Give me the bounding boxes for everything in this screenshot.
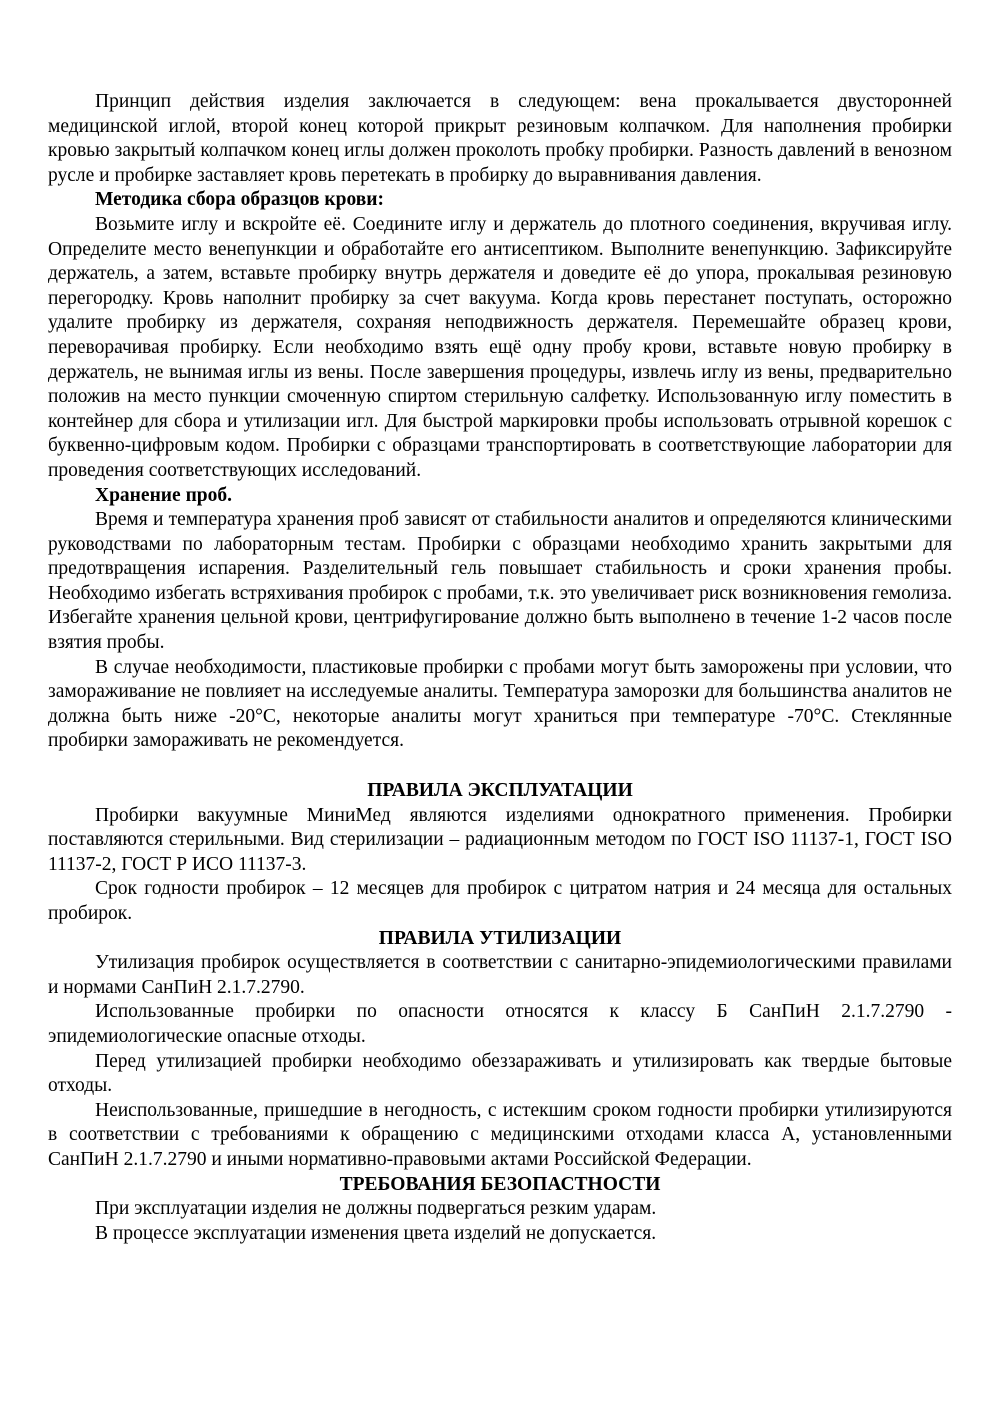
disposal-rules-paragraph-4: Неиспользованные, пришедшие в негодность, с истекшим сроком годности пробирки утилизируются в соответствии с требованиями к обращению с медицинскими отходами класса А, установленными СанПиН 2.1.7.2790 и иными нормативно-правовыми актами Российской Федерации. xyxy=(48,1099,952,1170)
safety-requirements-heading: ТРЕБОВАНИЯ БЕЗОПАСТНОСТИ xyxy=(339,1173,661,1195)
principle-paragraph: Принцип действия изделия заключается в следующем: вена прокалывается двусторонней медицинской иглой, второй конец которой прикрыт резиновым колпачком. Для наполнения пробирки кровью закрытый колпачком конец иглы должен проколоть пробку пробирки. Разность давлений в венозном русле и пробирке заставляет кровь перетекать в пробирку до выравнивания давления. xyxy=(48,91,952,186)
operation-rules-paragraph-1: Пробирки вакуумные МиниМед являются изделиями однократного применения. Пробирки поставляются стерильными. Вид стерилизации – радиационным методом по ГОСТ ISO 11137-1, ГОСТ ISO 11137-2, ГОСТ Р ИСО 11137-3. xyxy=(48,804,952,875)
collection-method-paragraph: Возьмите иглу и вскройте её. Соедините иглу и держатель до плотного соединения, вкручивая иглу. Определите место венепункции и обработайте его антисептиком. Выполните венепункцию. Зафиксируйте держатель, а затем, вставьте пробирку внутрь держателя и доведите её до упора, прокалывая резиновую перегородку. Кровь наполнит пробирку за счет вакуума. Когда кровь перестанет поступать, осторожно удалите пробирку из держателя, сохраняя неподвижность держателя. Перемешайте образец крови, переворачивая пробирку. Если необходимо взять ещё одну пробу крови, вставьте новую пробирку в держатель, не вынимая иглы из вены. После завершения процедуры, извлечь иглу из вены, предварительно положив на место пункции смоченную спиртом стерильную салфетку. Использованную иглу поместить в контейнер для сбора и утилизации игл. Для быстрой маркировки пробы использовать отрывной корешок с буквенно-цифровым кодом. Пробирки с образцами транспортировать в соответствующие лаборатории для проведения соответствующих исследований. xyxy=(48,213,952,481)
sample-storage-paragraph-1: Время и температура хранения проб зависят от стабильности аналитов и определяются клиническими руководствами по лабораторным тестам. Пробирки с образцами необходимо хранить закрытыми для предотвращения испарения. Разделительный гель повышает стабильность и сроки хранения пробы. Необходимо избегать встряхивания пробирок с пробами, т.к. это увеличивает риск возникновения гемолиза. Избегайте хранения цельной крови, центрифугирование должно быть выполнено в течение 1-2 часов после взятия пробы. xyxy=(48,509,952,654)
operation-rules-paragraph-2: Срок годности пробирок – 12 месяцев для пробирок с цитратом натрия и 24 месяца для остальных пробирок. xyxy=(48,878,952,924)
safety-requirements-paragraph-2: В процессе эксплуатации изменения цвета изделий не допускается. xyxy=(95,1222,657,1244)
disposal-rules-paragraph-1: Утилизация пробирок осуществляется в соответствии с санитарно-эпидемиологическими правилами и нормами СанПиН 2.1.7.2790. xyxy=(48,952,952,998)
sample-storage-paragraph-2: В случае необходимости, пластиковые пробирки с пробами могут быть заморожены при условии, что замораживание не повлияет на исследуемые аналиты. Температура заморозки для большинства аналитов не должна быть ниже -20°С, некоторые аналиты могут храниться при температуре -70°С. Стеклянные пробирки замораживать не рекомендуется. xyxy=(48,656,952,752)
disposal-rules-paragraph-3: Перед утилизацией пробирки необходимо обеззараживать и утилизировать как твердые бытовые отходы. xyxy=(48,1050,952,1097)
disposal-rules-paragraph-2: Использованные пробирки по опасности относятся к классу Б СанПиН 2.1.7.2790 - эпидемиологические опасные отходы. xyxy=(48,1001,952,1047)
disposal-rules-heading: ПРАВИЛА УТИЛИЗАЦИИ xyxy=(378,927,622,949)
collection-method-heading: Методика сбора образцов крови: xyxy=(95,189,385,211)
sample-storage-heading: Хранение проб. xyxy=(95,484,233,506)
operation-rules-heading: ПРАВИЛА ЭКСПЛУАТАЦИИ xyxy=(367,780,633,802)
safety-requirements-paragraph-1: При эксплуатации изделия не должны подвергаться резким ударам. xyxy=(95,1198,657,1220)
